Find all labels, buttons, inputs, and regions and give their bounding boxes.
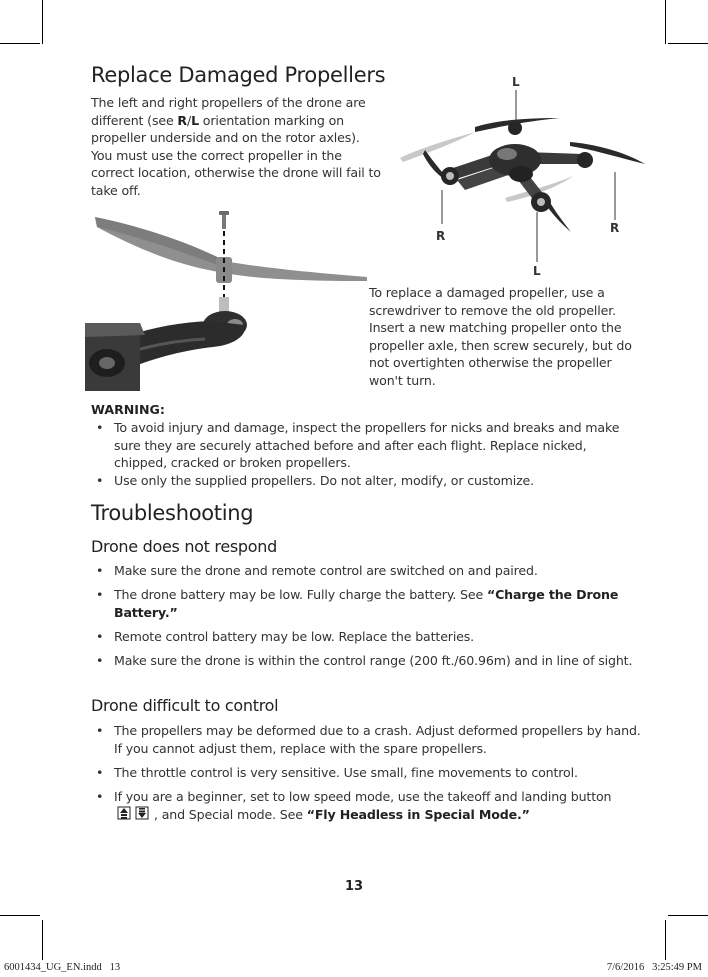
warning-heading: WARNING: [91, 402, 165, 417]
not-respond-list [91, 562, 641, 676]
crop-mark [0, 43, 40, 44]
list-item: • Make sure the drone is within the control range (200 ft./60.96m) and in line of sight. [91, 652, 641, 670]
label-left-r: R [436, 229, 446, 243]
page-number: 13 [344, 879, 364, 894]
takeoff-landing-icon [116, 805, 152, 826]
label-top-l: L [512, 75, 520, 89]
warning-item: • Use only the supplied propellers. Do not alter, modify, or customize. [91, 472, 641, 490]
drone-difficult-heading: Drone difficult to control [91, 696, 279, 715]
crop-mark [668, 915, 708, 916]
replace-instructions-text: To replace a damaged propeller, use a screwdriver to remove the old propeller. Insert a new matching propeller onto the propeller axle, then screw securely, but do not overtighten otherwise the propeller won't turn. [369, 285, 632, 388]
list-item: • The drone battery may be low. Fully charge the battery. See “Charge the Drone Battery.” [91, 586, 641, 621]
difficult-list [91, 722, 643, 832]
list-item: • If you are a beginner, set to low speed mode, use the takeoff and landing button , and Special mode. See “Fly Headless in Special Mode.” [91, 788, 643, 826]
crop-mark [42, 920, 43, 960]
warning-item: • To avoid injury and damage, inspect the propellers for nicks and breaks and make sure they are securely attached before and after each flight. Replace nicked, chipped, cracked or broken propellers. [91, 419, 641, 472]
crop-mark [665, 920, 666, 960]
drone-orientation-diagram [395, 72, 655, 282]
list-item: • The propellers may be deformed due to a crash. Adjust deformed propellers by hand. If you cannot adjust them, replace with the spare propellers. [91, 722, 643, 757]
replace-intro-text: The left and right propellers of the drone are different (see R/L orientation marking on propeller underside and on the rotor axles). You must use the correct propeller in the correct location, otherwise the drone will fail to take off. [91, 95, 381, 198]
troubleshooting-title: Troubleshooting [91, 501, 254, 525]
list-item: • Remote control battery may be low. Replace the batteries. [91, 628, 641, 646]
crop-mark [665, 0, 666, 44]
drone-not-respond-heading: Drone does not respond [91, 537, 277, 556]
crop-mark [42, 0, 43, 44]
list-item: • The throttle control is very sensitive. Use small, fine movements to control. [91, 764, 643, 782]
slug-file: 6001434_UG_EN.indd 13 [4, 962, 121, 973]
crop-mark [0, 915, 40, 916]
slug-timestamp: 7/6/2016 3:25:49 PM [606, 962, 702, 973]
label-right-r: R [610, 221, 620, 235]
warning-list [91, 419, 641, 489]
label-bottom-l: L [533, 264, 541, 278]
propeller-blade [400, 132, 475, 162]
propeller-replacement-illustration [85, 205, 370, 391]
crop-mark [668, 43, 708, 44]
replace-propellers-title: Replace Damaged Propellers [91, 63, 386, 87]
list-item: • Make sure the drone and remote control are switched on and paired. [91, 562, 641, 580]
